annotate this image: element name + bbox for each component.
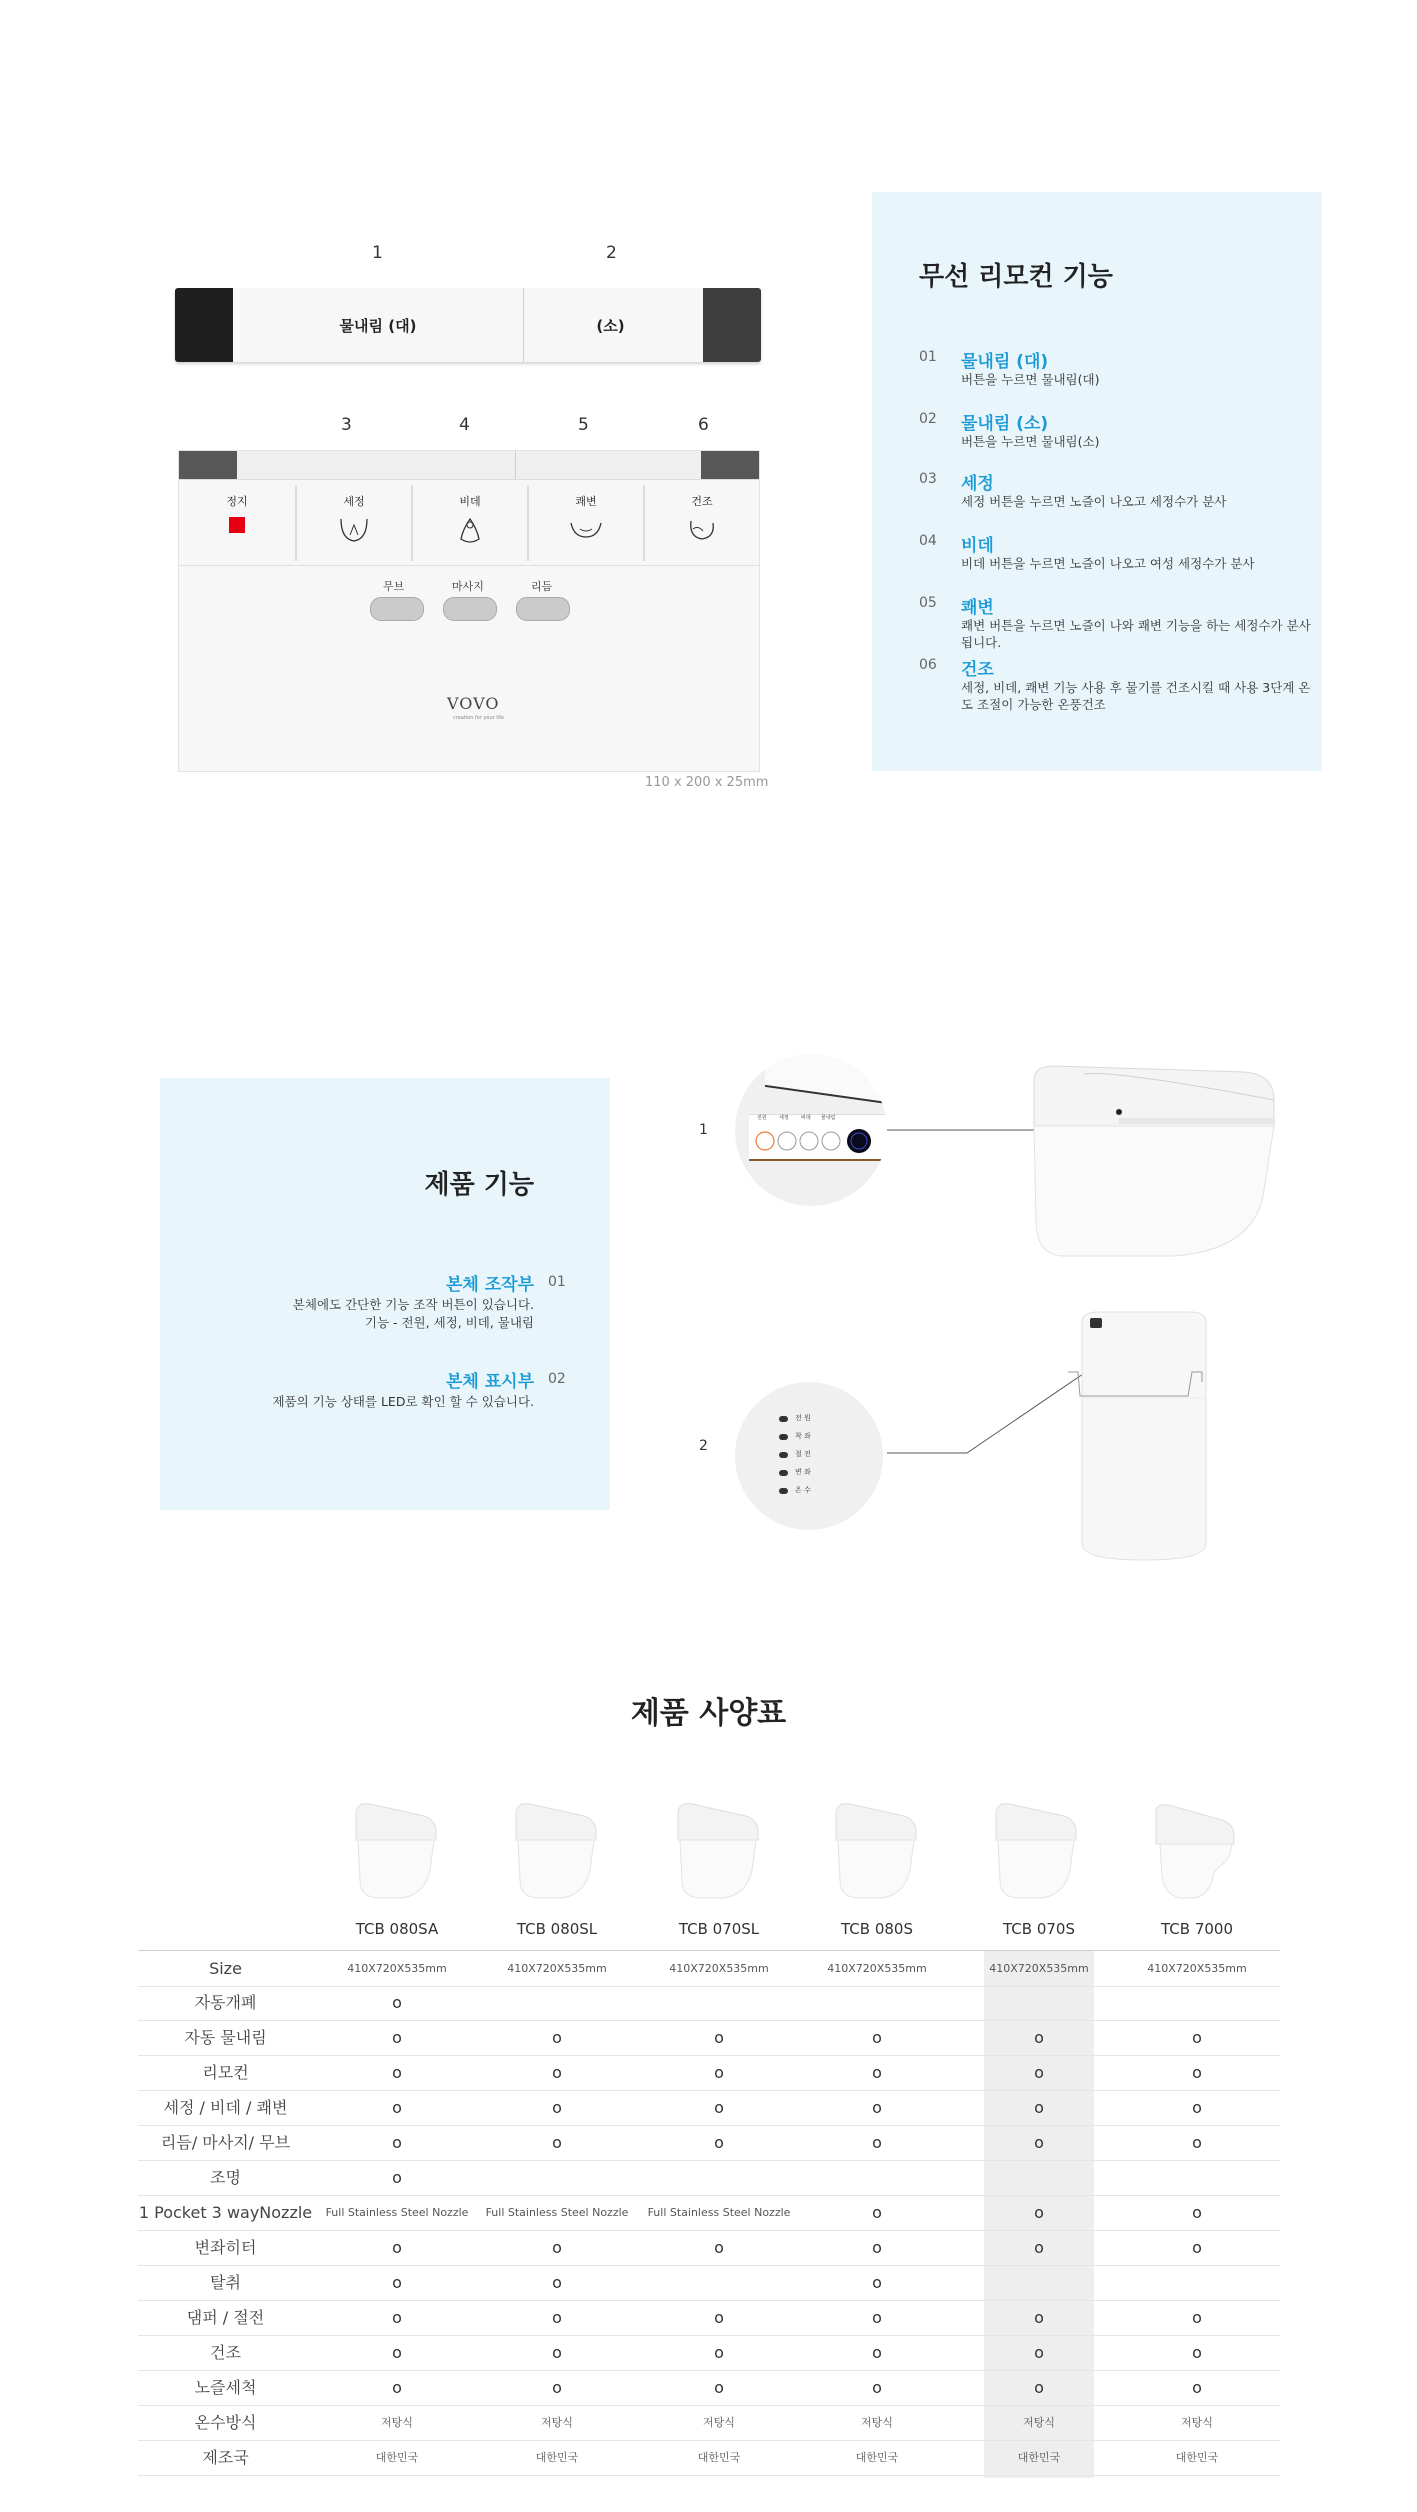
table-cell: o <box>552 2133 562 2152</box>
row-label: Size <box>209 1959 242 1978</box>
remote-edge-cap-left <box>179 451 237 479</box>
table-cell: o <box>392 1993 402 2012</box>
table-row <box>138 2265 1280 2301</box>
spec-table-title: 제품 사양표 <box>630 1696 787 1731</box>
toilet-product-image <box>672 1800 762 1900</box>
table-cell: o <box>552 2028 562 2047</box>
table-cell: 저탕식 <box>1023 2416 1055 2429</box>
table-row <box>138 2125 1280 2161</box>
table-row <box>138 2055 1280 2091</box>
dry-icon <box>685 515 719 545</box>
table-cell: o <box>392 2133 402 2152</box>
table-cell: o <box>1192 2308 1202 2327</box>
table-cell: 저탕식 <box>381 2416 413 2429</box>
led-dot <box>779 1470 788 1476</box>
led-label: 착 좌 <box>795 1432 811 1440</box>
led-label: 변 좌 <box>795 1468 811 1476</box>
table-cell: o <box>392 2308 402 2327</box>
table-cell: o <box>1034 2343 1044 2362</box>
table-cell: o <box>714 2343 724 2362</box>
table-cell: 대한민국 <box>697 2451 741 2464</box>
table-cell: 저탕식 <box>703 2416 735 2429</box>
brand-logo-tagline: creation for your life <box>453 715 504 721</box>
remote-cap-right <box>703 288 761 362</box>
bidet-icon <box>453 515 487 547</box>
table-cell <box>639 1985 799 2020</box>
body-control-zoom <box>735 1054 887 1206</box>
table-cell: Full Stainless Steel Nozzle <box>325 2206 469 2219</box>
table-cell <box>1117 1985 1277 2020</box>
move-label: 무브 <box>383 580 405 593</box>
remote-dimensions: 110 x 200 x 25mm <box>645 775 769 790</box>
table-cell: o <box>552 2378 562 2397</box>
table-cell: o <box>1192 2133 1202 2152</box>
table-row <box>138 2020 1280 2056</box>
table-cell: o <box>1034 2378 1044 2397</box>
function-button-row <box>179 481 759 566</box>
table-cell: o <box>1034 2063 1044 2082</box>
panel-title: 무선 리모컨 기능 <box>919 262 1113 292</box>
table-cell: o <box>392 2273 402 2292</box>
table-cell <box>477 2160 637 2195</box>
remote-feature-item: 02 물내림 (소) 버튼을 누르면 물내림(소) <box>919 411 1100 449</box>
row-label: 리모컨 <box>202 2063 249 2082</box>
table-cell: o <box>392 2098 402 2117</box>
table-cell: o <box>1192 2378 1202 2397</box>
table-cell <box>797 2160 957 2195</box>
table-row <box>138 2370 1280 2406</box>
stop-button[interactable]: 정지 <box>179 481 295 565</box>
toilet-product-image <box>350 1800 440 1900</box>
toilet-product-image <box>1150 1800 1240 1900</box>
led-label: 절 전 <box>795 1450 811 1458</box>
model-name: TCB 7000 <box>1161 1920 1233 1938</box>
table-cell: o <box>1192 2238 1202 2257</box>
row-label: 1 Pocket 3 wayNozzle <box>138 2203 313 2222</box>
table-cell: Full Stainless Steel Nozzle <box>647 2206 791 2219</box>
row-label: 자동 물내림 <box>184 2028 267 2047</box>
led-dot <box>779 1488 788 1494</box>
row-label: 건조 <box>210 2343 241 2362</box>
led-dot <box>779 1416 788 1422</box>
callout-number-2: 2 <box>699 1438 708 1454</box>
table-cell: o <box>872 2273 882 2292</box>
table-cell: o <box>1034 2028 1044 2047</box>
callout-number-1: 1 <box>372 243 383 263</box>
table-cell: 대한민국 <box>375 2451 419 2464</box>
table-cell: o <box>872 2238 882 2257</box>
table-cell: o <box>552 2238 562 2257</box>
table-cell: o <box>552 2098 562 2117</box>
lid-edge <box>765 1054 887 1105</box>
table-cell: 410X720X535mm <box>669 1962 769 1975</box>
table-cell <box>959 2265 1119 2300</box>
table-row <box>138 2230 1280 2266</box>
toilet-side-view-image <box>1024 1060 1276 1260</box>
edge-divider <box>515 451 516 479</box>
model-name: TCB 070S <box>1003 1920 1075 1938</box>
body-button-icons <box>755 1120 881 1156</box>
table-cell: o <box>552 2308 562 2327</box>
table-cell: o <box>1192 2343 1202 2362</box>
led-display-zoom <box>735 1382 883 1530</box>
easy-stool-button[interactable]: 쾌변 <box>529 481 643 565</box>
table-cell: o <box>552 2063 562 2082</box>
product-feature-panel: 제품 기능 본체 조작부 01 본체에도 간단한 기능 조작 버튼이 있습니다. 기능 - 전원, 세정, 비데, 물내림 본체 표시부 02 제품의 기능 상태를 LED로 확인 할 수 있습니다. <box>160 1078 610 1510</box>
table-cell <box>639 2265 799 2300</box>
toilet-product-image <box>990 1800 1080 1900</box>
row-label: 변좌히터 <box>194 2238 257 2257</box>
rhythm-button[interactable] <box>516 597 570 621</box>
remote-cap-left <box>175 288 233 362</box>
table-cell <box>1117 2160 1277 2195</box>
wash-icon <box>337 515 371 545</box>
model-name: TCB 070SL <box>678 1920 760 1938</box>
table-row <box>138 2160 1280 2196</box>
table-row <box>138 2335 1280 2371</box>
table-cell: o <box>714 2378 724 2397</box>
table-cell: 대한민국 <box>1017 2451 1061 2464</box>
row-label: 세정 / 비데 / 쾌변 <box>163 2098 288 2117</box>
row-label: 제조국 <box>202 2448 249 2467</box>
led-dot <box>779 1452 788 1458</box>
callout-number-3: 3 <box>341 415 352 435</box>
table-cell: o <box>872 2063 882 2082</box>
table-row <box>138 2300 1280 2336</box>
table-row <box>138 2440 1280 2476</box>
table-cell: o <box>872 2028 882 2047</box>
bidet-button[interactable]: 비데 <box>413 481 527 565</box>
table-cell: o <box>392 2063 402 2082</box>
table-cell: o <box>1192 2098 1202 2117</box>
callout-number-5: 5 <box>578 415 589 435</box>
table-cell: o <box>392 2238 402 2257</box>
remote-function-panel <box>872 192 1322 771</box>
table-cell: o <box>714 2238 724 2257</box>
table-cell: o <box>1192 2203 1202 2222</box>
table-cell: 410X720X535mm <box>347 1962 447 1975</box>
table-cell: o <box>714 2098 724 2117</box>
table-cell: 저탕식 <box>1181 2416 1213 2429</box>
table-row <box>138 2090 1280 2126</box>
table-cell: o <box>1034 2098 1044 2117</box>
table-cell: o <box>714 2308 724 2327</box>
body-button-label: 비데 <box>801 1115 811 1121</box>
product-feature-title: 제품 기능 <box>424 1170 534 1200</box>
table-cell: 대한민국 <box>855 2451 899 2464</box>
table-cell: o <box>392 2343 402 2362</box>
remote-feature-item: 04 비데 비데 버튼을 누르면 노즐이 나오고 여성 세정수가 분사 <box>919 533 1255 571</box>
callout-number-6: 6 <box>698 415 709 435</box>
table-cell: 410X720X535mm <box>507 1962 607 1975</box>
table-cell: o <box>872 2098 882 2117</box>
table-row <box>138 2405 1280 2441</box>
table-cell: o <box>1192 2028 1202 2047</box>
remote-feature-item: 05 쾌변 쾌변 버튼을 누르면 노즐이 나와 쾌변 기능을 하는 세정수가 분사됩니다. <box>919 595 1311 650</box>
flush-large-button[interactable]: 물내림 (대) <box>339 316 417 335</box>
table-cell: o <box>714 2028 724 2047</box>
remote-feature-item: 06 건조 세정, 비데, 쾌변 기능 사용 후 물기를 건조시킬 때 사용 3단계 온도 조절이 가능한 온풍건조 <box>919 657 1311 712</box>
brand-logo: VOVO <box>447 694 500 713</box>
row-label: 리듬/ 마사지/ 무브 <box>160 2133 291 2152</box>
table-cell <box>477 1985 637 2020</box>
table-cell: o <box>1034 2308 1044 2327</box>
table-cell: o <box>714 2133 724 2152</box>
table-cell: o <box>714 2063 724 2082</box>
table-row <box>138 2195 1280 2231</box>
rhythm-label: 리듬 <box>531 580 553 593</box>
table-cell: o <box>1034 2203 1044 2222</box>
callout-number-4: 4 <box>459 415 470 435</box>
table-cell <box>639 2160 799 2195</box>
remote-top-edge <box>179 451 759 480</box>
remote-body <box>178 450 760 772</box>
table-cell: o <box>552 2343 562 2362</box>
model-name: TCB 080S <box>841 1920 913 1938</box>
row-label: 댐퍼 / 절전 <box>186 2308 265 2327</box>
model-name: TCB 080SL <box>516 1920 598 1938</box>
table-row <box>138 1950 1280 1987</box>
remote-flush-bar <box>175 288 761 362</box>
table-cell: o <box>872 2203 882 2222</box>
body-button-label: 전원 <box>757 1115 767 1121</box>
table-cell: 410X720X535mm <box>827 1962 927 1975</box>
table-cell: o <box>872 2133 882 2152</box>
toilet-product-image <box>830 1800 920 1900</box>
led-label: 전 원 <box>795 1414 811 1422</box>
toilet-top-view-image <box>1068 1308 1220 1564</box>
remote-edge-cap-right <box>701 451 759 479</box>
table-cell: 410X720X535mm <box>989 1962 1089 1975</box>
table-cell: 저탕식 <box>541 2416 573 2429</box>
row-label: 탈취 <box>210 2273 241 2292</box>
callout-number-2: 2 <box>606 243 617 263</box>
row-label: 조명 <box>210 2168 241 2187</box>
table-cell <box>959 2160 1119 2195</box>
table-cell <box>797 1985 957 2020</box>
table-cell: o <box>872 2343 882 2362</box>
body-button-label: 물내림 <box>821 1115 836 1121</box>
remote-feature-item: 01 물내림 (대) 버튼을 누르면 물내림(대) <box>919 349 1100 387</box>
wash-button[interactable]: 세정 <box>297 481 411 565</box>
table-cell: 저탕식 <box>861 2416 893 2429</box>
move-button[interactable] <box>370 597 424 621</box>
table-cell: o <box>392 2378 402 2397</box>
toilet-product-image <box>510 1800 600 1900</box>
row-label: 자동개폐 <box>194 1993 257 2012</box>
table-cell: 대한민국 <box>1175 2451 1219 2464</box>
table-cell: o <box>392 2028 402 2047</box>
table-cell <box>959 1985 1119 2020</box>
table-cell: o <box>1034 2133 1044 2152</box>
callout-number-1: 1 <box>699 1122 708 1138</box>
table-cell: o <box>872 2308 882 2327</box>
table-cell: 410X720X535mm <box>1147 1962 1247 1975</box>
table-cell: o <box>1192 2063 1202 2082</box>
table-row <box>138 1985 1280 2021</box>
massage-button[interactable] <box>443 597 497 621</box>
flush-small-button[interactable]: (소) <box>596 316 625 335</box>
dry-button[interactable]: 건조 <box>645 481 759 565</box>
table-cell: o <box>1034 2238 1044 2257</box>
table-cell: Full Stainless Steel Nozzle <box>485 2206 629 2219</box>
massage-label: 마사지 <box>452 580 484 593</box>
table-cell <box>1117 2265 1277 2300</box>
led-label: 온 수 <box>795 1486 811 1494</box>
table-cell: 대한민국 <box>535 2451 579 2464</box>
table-cell: o <box>552 2273 562 2292</box>
led-dot <box>779 1434 788 1440</box>
row-label: 온수방식 <box>194 2413 257 2432</box>
table-cell: o <box>872 2378 882 2397</box>
table-cell: o <box>392 2168 402 2187</box>
model-name: TCB 080SA <box>355 1920 439 1938</box>
remote-feature-item: 03 세정 세정 버튼을 누르면 노즐이 나오고 세정수가 분사 <box>919 471 1227 509</box>
body-button-label: 세정 <box>779 1115 789 1121</box>
row-label: 노즐세척 <box>194 2378 257 2397</box>
easy-stool-icon <box>568 515 604 543</box>
stop-square-icon <box>227 515 247 535</box>
